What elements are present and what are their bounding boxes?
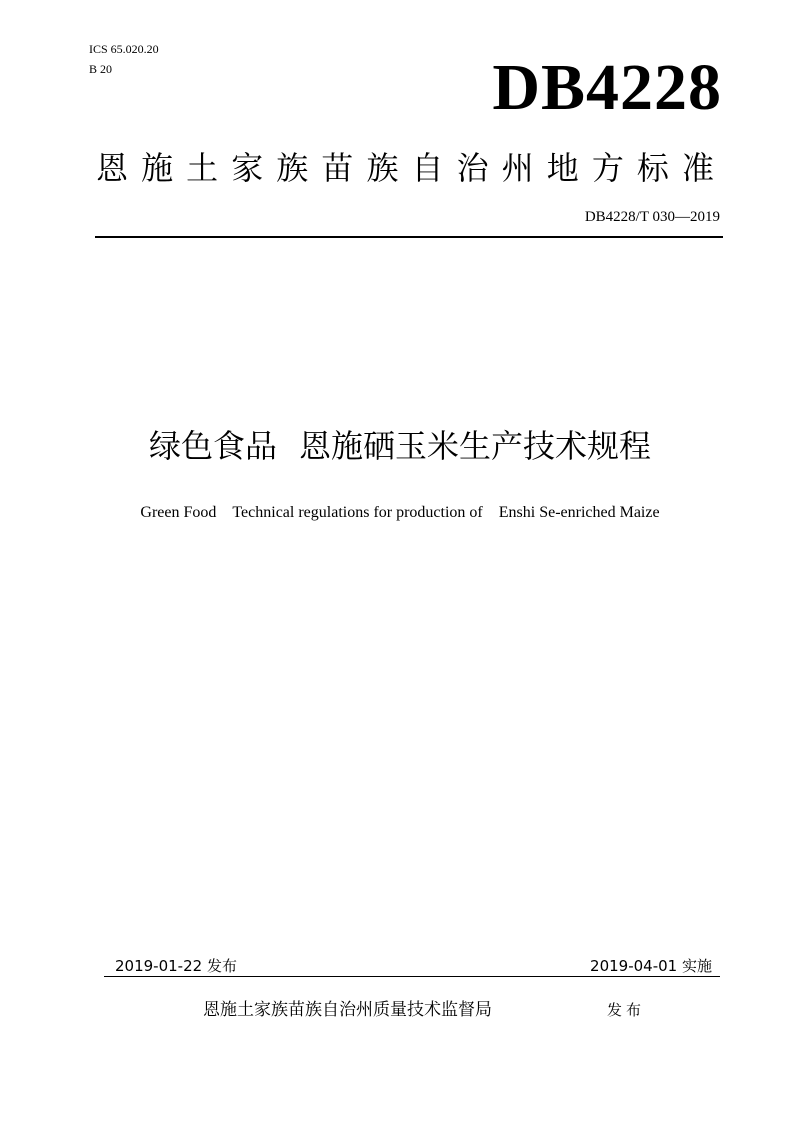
- issuing-authority: 恩施土家族苗族自治州质量技术监督局: [203, 1000, 492, 1020]
- chinese-title: [0, 424, 800, 468]
- chinese-title-part2: 恩施硒玉米生产技术规程: [299, 427, 652, 465]
- classification-code: B 20: [89, 62, 113, 76]
- english-title: [0, 502, 800, 524]
- standard-number: DB4228/T 030—2019: [584, 209, 720, 225]
- english-title-part2: Technical regulations for production of: [232, 504, 483, 521]
- chinese-title-part1: 绿色食品: [148, 427, 277, 465]
- english-title-part3: Enshi Se-enriched Maize: [498, 504, 660, 521]
- issue-label: 发布: [607, 1001, 646, 1019]
- issue-date: 2019-01-22 发布: [115, 957, 237, 975]
- standard-code-logo: DB4228: [492, 51, 722, 124]
- header-divider: [95, 236, 723, 238]
- footer-divider: [104, 976, 720, 977]
- implementation-date: 2019-04-01 实施: [590, 957, 712, 975]
- organization-title: 恩施土家族苗族自治州地方标准: [96, 149, 722, 187]
- ics-code: ICS 65.020.20: [89, 42, 159, 56]
- english-title-part1: Green Food: [140, 504, 217, 521]
